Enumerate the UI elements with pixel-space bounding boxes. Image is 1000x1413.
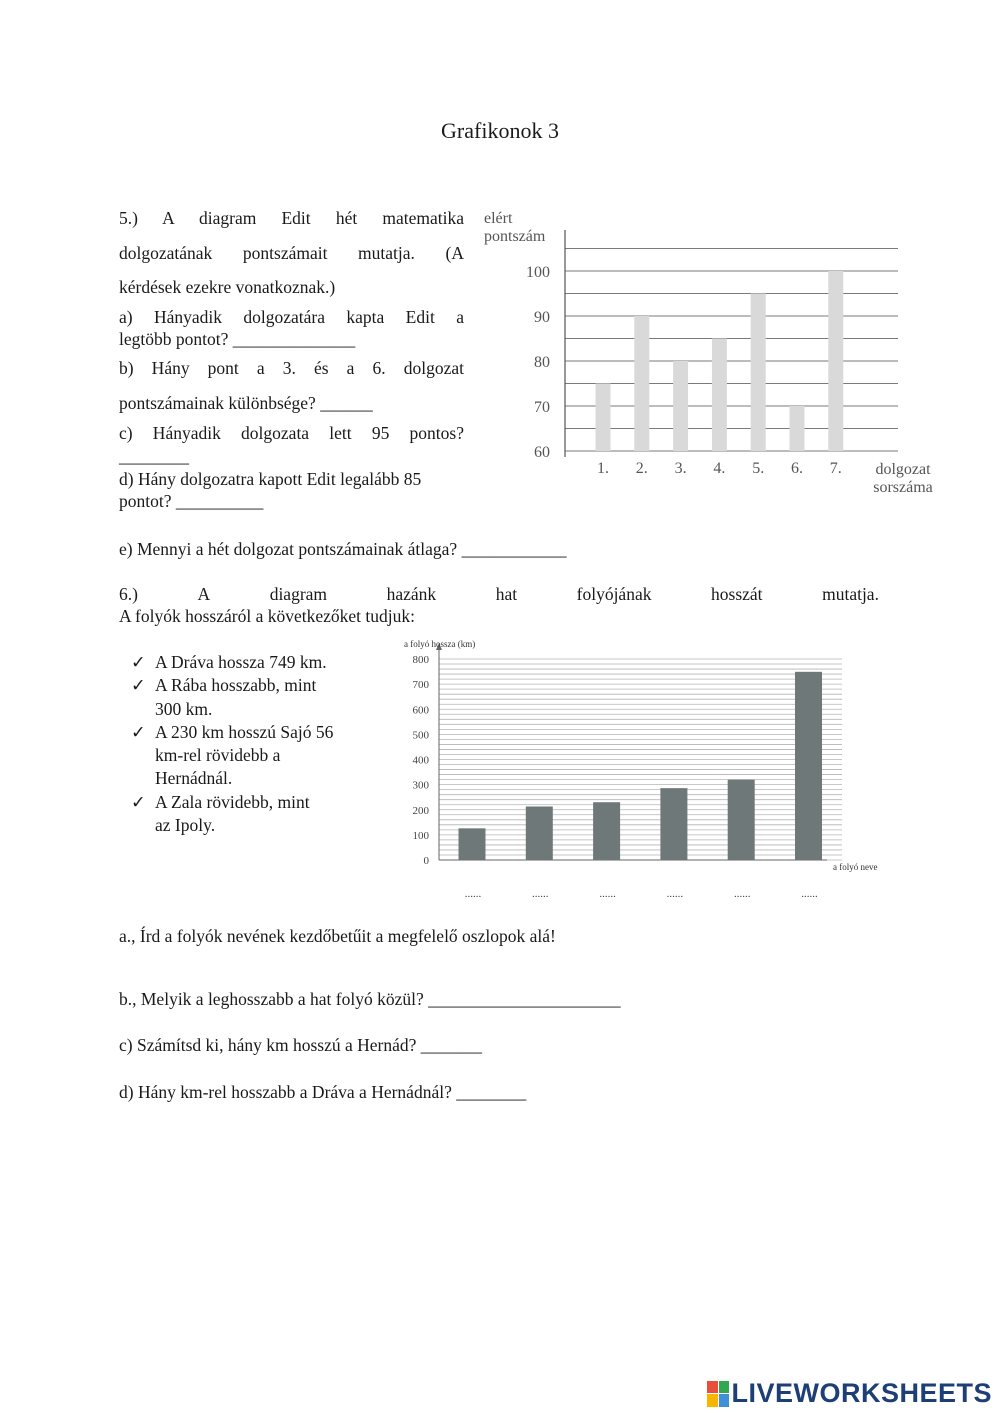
checkmark-icon: ✓ bbox=[131, 652, 146, 672]
checkmark-icon: ✓ bbox=[131, 721, 146, 742]
facts-checklist bbox=[131, 651, 381, 837]
intro-word: A bbox=[197, 584, 211, 604]
task6-question-c: c) Számítsd ki, hány km hosszú a Hernád? _______ bbox=[119, 1035, 483, 1055]
bar bbox=[728, 780, 755, 860]
task6-intro-line1 bbox=[119, 583, 879, 605]
task6-question-b: b., Melyik a leghosszabb a hat folyó közül? ______________________ bbox=[119, 989, 621, 1009]
x-axis-label: sorszáma bbox=[873, 479, 933, 496]
task5-question-b bbox=[119, 351, 464, 421]
intro-word: hazánk bbox=[386, 584, 437, 604]
task5-question-c bbox=[119, 422, 464, 468]
y-tick-label: 100 bbox=[412, 829, 429, 842]
x-tick-label: ...... bbox=[464, 888, 482, 900]
intro-word: diagram bbox=[269, 584, 328, 604]
y-tick-label: 70 bbox=[534, 399, 550, 416]
bar bbox=[712, 339, 727, 452]
y-axis-label: pontszám bbox=[484, 228, 546, 245]
intro-word: hat bbox=[495, 584, 518, 604]
y-tick-label: 800 bbox=[412, 654, 429, 666]
task6-intro-line2: A folyók hosszáról a következőket tudjuk: bbox=[119, 606, 415, 626]
x-tick-label: 6. bbox=[791, 460, 803, 477]
intro-word: folyójának bbox=[576, 584, 652, 604]
y-tick-label: 700 bbox=[412, 679, 429, 692]
bar bbox=[459, 828, 486, 860]
x-tick-label: ...... bbox=[733, 888, 751, 900]
question-line: b) Hány pont a 3. és a 6. dolgozat bbox=[119, 358, 464, 378]
x-tick-label: ...... bbox=[801, 888, 818, 900]
x-tick-label: ...... bbox=[666, 888, 684, 900]
y-tick-label: 400 bbox=[412, 754, 429, 767]
bar bbox=[634, 316, 649, 451]
task5-intro-line: kérdések ezekre vonatkoznak.) bbox=[119, 277, 336, 297]
checkmark-icon: ✓ bbox=[131, 791, 146, 812]
intro-word: hosszát bbox=[711, 584, 763, 604]
x-tick-label: 1. bbox=[597, 460, 609, 477]
liveworksheets-logo bbox=[707, 1378, 992, 1409]
y-tick-label: 90 bbox=[534, 309, 550, 326]
brand-text: LIVEWORKSHEETS bbox=[731, 1378, 992, 1408]
bar bbox=[596, 384, 611, 452]
page-title: Grafikonok 3 bbox=[441, 118, 559, 143]
task5-intro-line: dolgozatának pontszámait mutatja. (A bbox=[119, 242, 464, 263]
task6-question-a: a., Írd a folyók nevének kezdőbetűit a megfelelő oszlopok alá! bbox=[119, 926, 556, 946]
task5-question-a bbox=[119, 306, 464, 350]
fact-line: Hernádnál. bbox=[155, 768, 233, 789]
bar bbox=[828, 271, 843, 451]
fact-line: A Zala rövidebb, mint bbox=[155, 791, 310, 812]
fact-item bbox=[131, 651, 381, 674]
logo-icon bbox=[707, 1381, 729, 1407]
bar bbox=[593, 802, 620, 860]
y-tick-label: 600 bbox=[412, 704, 429, 717]
question-line: ________ bbox=[119, 446, 189, 466]
question-line: legtöbb pontot? ______________ bbox=[119, 329, 356, 349]
y-tick-label: 300 bbox=[412, 779, 429, 792]
y-tick-label: 60 bbox=[534, 444, 550, 461]
fact-item bbox=[131, 721, 381, 791]
x-tick-label: ...... bbox=[532, 888, 549, 900]
bar bbox=[660, 788, 687, 860]
x-axis-label: dolgozat bbox=[875, 461, 931, 478]
question-line: c) Hányadik dolgozata lett 95 pontos? bbox=[119, 423, 464, 443]
intro-word: mutatja. bbox=[822, 584, 879, 604]
x-tick-label: ...... bbox=[599, 888, 616, 900]
question-line: d) Hány dolgozatra kapott Edit legalább 85 bbox=[119, 469, 422, 489]
fact-line: az Ipoly. bbox=[155, 815, 216, 836]
river-bar-chart bbox=[395, 636, 895, 906]
checkmark-icon: ✓ bbox=[131, 675, 146, 696]
y-axis-label: a folyó hossza (km) bbox=[404, 639, 476, 649]
bar bbox=[751, 294, 766, 452]
bar bbox=[795, 672, 822, 860]
x-tick-label: 7. bbox=[829, 460, 842, 477]
y-tick-label: 80 bbox=[534, 354, 550, 371]
task5-intro-line: 5.) A diagram Edit hét matematika bbox=[119, 208, 464, 228]
y-axis-label: elért bbox=[484, 210, 513, 227]
fact-line: A 230 km hosszú Sajó 56 bbox=[155, 721, 334, 742]
y-tick-label: 500 bbox=[412, 729, 429, 742]
x-axis-label: a folyó neve bbox=[833, 862, 878, 872]
fact-item bbox=[131, 674, 381, 721]
score-bar-chart bbox=[470, 200, 950, 500]
y-tick-label: 200 bbox=[412, 804, 429, 817]
task5-question-e: e) Mennyi a hét dolgozat pontszámainak átlaga? ____________ bbox=[119, 539, 567, 559]
x-tick-label: 2. bbox=[635, 460, 648, 477]
y-tick-label: 0 bbox=[423, 855, 429, 867]
x-tick-label: 4. bbox=[713, 460, 726, 477]
task5-intro bbox=[119, 201, 464, 305]
x-tick-label: 3. bbox=[674, 460, 687, 477]
fact-line: A Rába hosszabb, mint bbox=[155, 675, 317, 696]
intro-word: 6.) bbox=[119, 584, 138, 604]
question-line: a) Hányadik dolgozatára kapta Edit a bbox=[119, 307, 464, 327]
fact-item bbox=[131, 791, 381, 838]
fact-line: A Dráva hossza 749 km. bbox=[155, 652, 327, 672]
x-tick-label: 5. bbox=[752, 460, 765, 477]
question-line: pontot? __________ bbox=[119, 491, 264, 511]
task6-question-d: d) Hány km-rel hosszabb a Dráva a Hernádnál? ________ bbox=[119, 1082, 527, 1102]
fact-line: km-rel rövidebb a bbox=[155, 745, 281, 766]
task5-question-d bbox=[119, 468, 479, 512]
bar bbox=[526, 806, 553, 860]
y-tick-label: 100 bbox=[526, 264, 550, 281]
bar bbox=[673, 361, 688, 451]
question-line: pontszámainak különbsége? ______ bbox=[119, 393, 373, 413]
fact-line: 300 km. bbox=[155, 698, 213, 719]
bar bbox=[790, 406, 805, 451]
